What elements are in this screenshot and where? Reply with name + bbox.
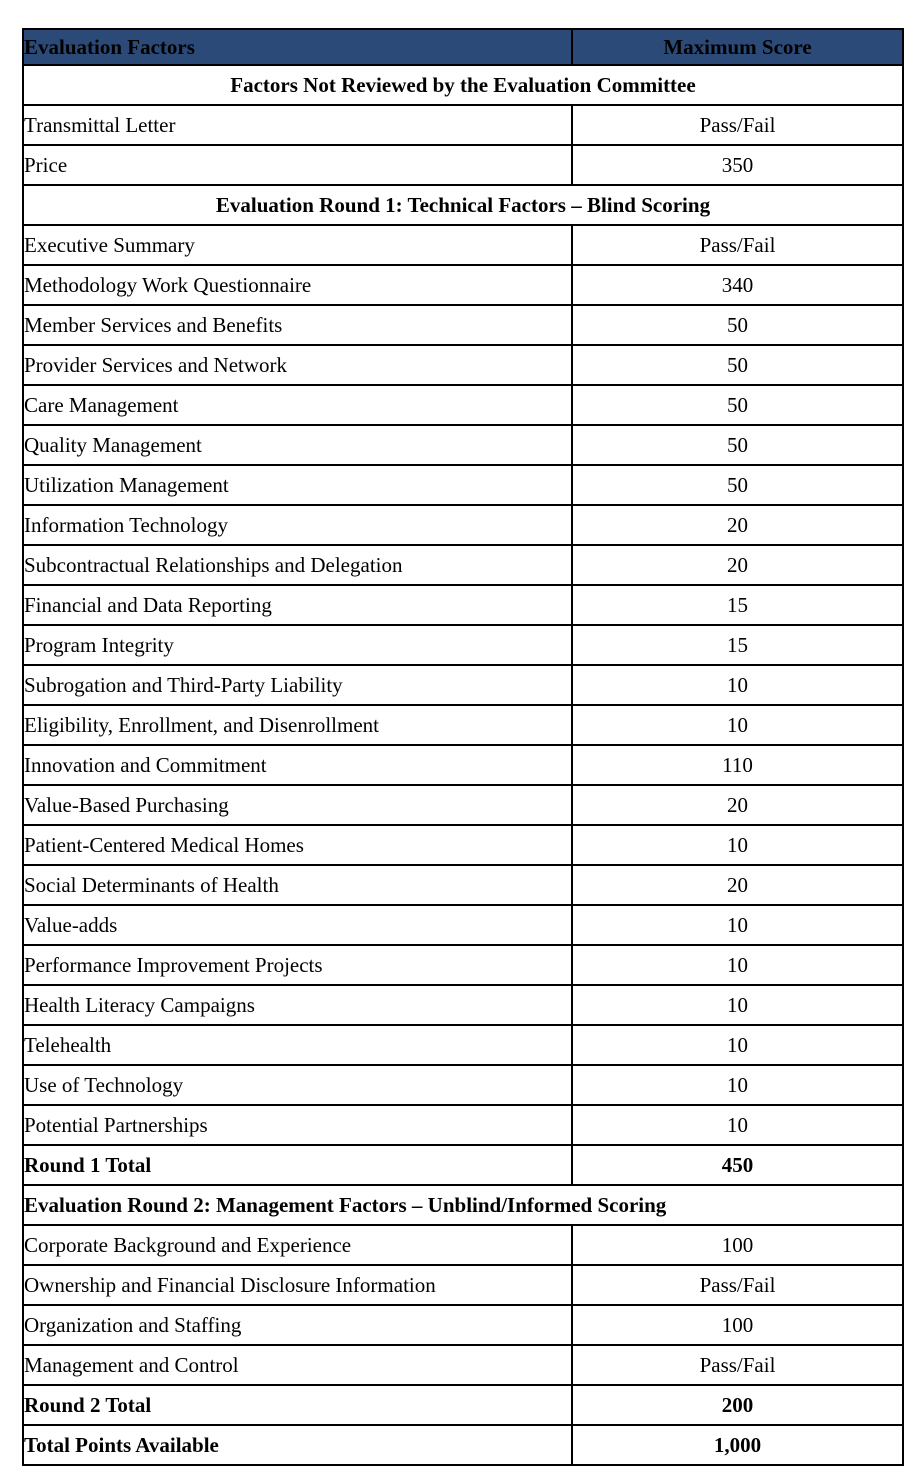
table-row: [23, 1265, 903, 1305]
table-row: [23, 865, 903, 905]
table-row: [23, 345, 903, 385]
table-row: [23, 785, 903, 825]
table-row: [23, 1105, 903, 1145]
factor-name-cell: Social Determinants of Health: [23, 865, 572, 905]
maximum-score-cell: 100: [572, 1225, 903, 1265]
maximum-score-cell: Pass/Fail: [572, 1345, 903, 1385]
maximum-score-cell: 15: [572, 585, 903, 625]
table-row: [23, 225, 903, 265]
factor-name-cell: Ownership and Financial Disclosure Information: [23, 1265, 572, 1305]
column-header-maximum-score: Maximum Score: [572, 29, 903, 65]
factor-name-cell: Quality Management: [23, 425, 572, 465]
table-section-row: [23, 185, 903, 225]
table-row: [23, 625, 903, 665]
factor-name-cell: Methodology Work Questionnaire: [23, 265, 572, 305]
total-label-cell: Round 1 Total: [23, 1145, 572, 1185]
table-row: [23, 705, 903, 745]
table-total-row: [23, 1385, 903, 1425]
factor-name-cell: Value-Based Purchasing: [23, 785, 572, 825]
table-row: [23, 585, 903, 625]
maximum-score-cell: 50: [572, 305, 903, 345]
maximum-score-cell: 20: [572, 785, 903, 825]
factor-name-cell: Provider Services and Network: [23, 345, 572, 385]
maximum-score-cell: 340: [572, 265, 903, 305]
table-row: [23, 265, 903, 305]
factor-name-cell: Subrogation and Third-Party Liability: [23, 665, 572, 705]
table-row: [23, 145, 903, 185]
column-header-evaluation-factors: Evaluation Factors: [23, 29, 572, 65]
table-row: [23, 1305, 903, 1345]
factor-name-cell: Potential Partnerships: [23, 1105, 572, 1145]
table-row: [23, 985, 903, 1025]
table-total-row: [23, 1425, 903, 1465]
factor-name-cell: Care Management: [23, 385, 572, 425]
maximum-score-cell: 20: [572, 505, 903, 545]
maximum-score-cell: 20: [572, 865, 903, 905]
table-row: [23, 505, 903, 545]
factor-name-cell: Organization and Staffing: [23, 1305, 572, 1345]
factor-name-cell: Executive Summary: [23, 225, 572, 265]
maximum-score-cell: 10: [572, 825, 903, 865]
table-header-row: [23, 29, 903, 65]
maximum-score-cell: 110: [572, 745, 903, 785]
table-row: [23, 665, 903, 705]
maximum-score-cell: 50: [572, 345, 903, 385]
table-body: [23, 65, 903, 1465]
maximum-score-cell: 10: [572, 985, 903, 1025]
table-header: [23, 29, 903, 65]
factor-name-cell: Eligibility, Enrollment, and Disenrollment: [23, 705, 572, 745]
maximum-score-cell: 350: [572, 145, 903, 185]
factor-name-cell: Patient-Centered Medical Homes: [23, 825, 572, 865]
factor-name-cell: Price: [23, 145, 572, 185]
maximum-score-cell: 20: [572, 545, 903, 585]
maximum-score-cell: 50: [572, 465, 903, 505]
factor-name-cell: Value-adds: [23, 905, 572, 945]
table-total-row: [23, 1145, 903, 1185]
maximum-score-cell: Pass/Fail: [572, 105, 903, 145]
table-row: [23, 825, 903, 865]
table-row: [23, 305, 903, 345]
factor-name-cell: Performance Improvement Projects: [23, 945, 572, 985]
table-row: [23, 385, 903, 425]
factor-name-cell: Transmittal Letter: [23, 105, 572, 145]
table-row: [23, 905, 903, 945]
maximum-score-cell: 10: [572, 705, 903, 745]
maximum-score-cell: Pass/Fail: [572, 225, 903, 265]
factor-name-cell: Program Integrity: [23, 625, 572, 665]
maximum-score-cell: 10: [572, 945, 903, 985]
factor-name-cell: Utilization Management: [23, 465, 572, 505]
factor-name-cell: Management and Control: [23, 1345, 572, 1385]
total-label-cell: Total Points Available: [23, 1425, 572, 1465]
evaluation-factors-table: [22, 28, 904, 1466]
factor-name-cell: Innovation and Commitment: [23, 745, 572, 785]
section-header-label: Factors Not Reviewed by the Evaluation Committee: [23, 65, 903, 105]
factor-name-cell: Health Literacy Campaigns: [23, 985, 572, 1025]
maximum-score-cell: 10: [572, 1025, 903, 1065]
maximum-score-cell: 50: [572, 385, 903, 425]
table-row: [23, 1225, 903, 1265]
table-row: [23, 1345, 903, 1385]
total-score-cell: 450: [572, 1145, 903, 1185]
factor-name-cell: Subcontractual Relationships and Delegation: [23, 545, 572, 585]
maximum-score-cell: 50: [572, 425, 903, 465]
table-row: [23, 545, 903, 585]
maximum-score-cell: Pass/Fail: [572, 1265, 903, 1305]
total-score-cell: 1,000: [572, 1425, 903, 1465]
factor-name-cell: Member Services and Benefits: [23, 305, 572, 345]
table-row: [23, 1065, 903, 1105]
table-row: [23, 945, 903, 985]
table-section-row: [23, 65, 903, 105]
factor-name-cell: Telehealth: [23, 1025, 572, 1065]
section-header-label: Evaluation Round 2: Management Factors – Unblind/Informed Scoring: [23, 1185, 903, 1225]
table-row: [23, 1025, 903, 1065]
maximum-score-cell: 100: [572, 1305, 903, 1345]
maximum-score-cell: 10: [572, 1065, 903, 1105]
table-row: [23, 465, 903, 505]
total-label-cell: Round 2 Total: [23, 1385, 572, 1425]
table-row: [23, 425, 903, 465]
maximum-score-cell: 10: [572, 1105, 903, 1145]
total-score-cell: 200: [572, 1385, 903, 1425]
maximum-score-cell: 10: [572, 665, 903, 705]
factor-name-cell: Information Technology: [23, 505, 572, 545]
table-row: [23, 105, 903, 145]
maximum-score-cell: 15: [572, 625, 903, 665]
factor-name-cell: Corporate Background and Experience: [23, 1225, 572, 1265]
factor-name-cell: Financial and Data Reporting: [23, 585, 572, 625]
table-row: [23, 745, 903, 785]
section-header-label: Evaluation Round 1: Technical Factors – Blind Scoring: [23, 185, 903, 225]
table-section-row: [23, 1185, 903, 1225]
maximum-score-cell: 10: [572, 905, 903, 945]
factor-name-cell: Use of Technology: [23, 1065, 572, 1105]
